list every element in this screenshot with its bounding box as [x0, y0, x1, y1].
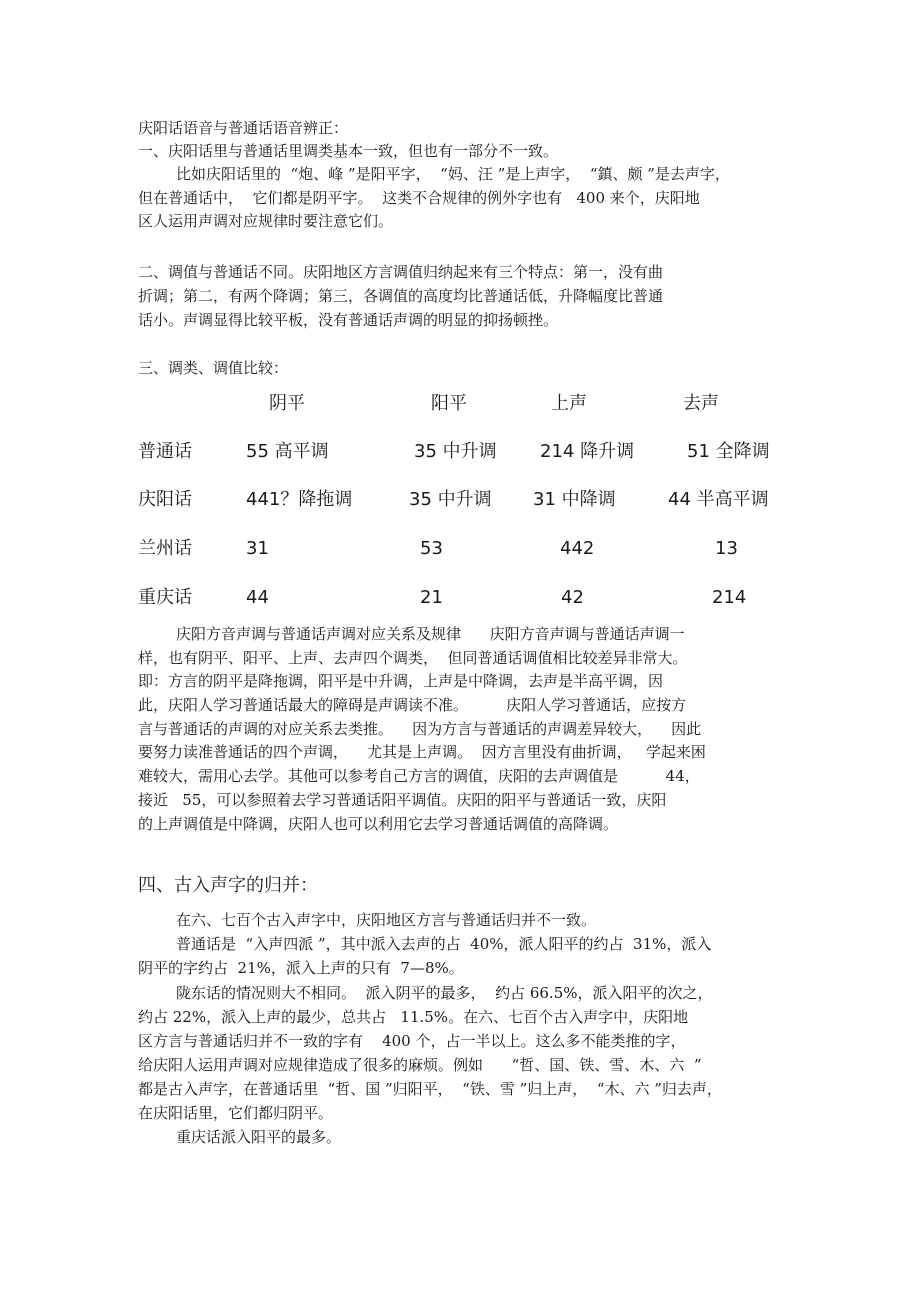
- section-4-heading: 四、古入声字的归并：: [138, 875, 318, 896]
- section-3-paragraph-line: 样，也有阴平、阳平、上声、去声四个调类， 但同普通话调值相比较差异非常大。: [138, 649, 688, 667]
- table-cell: 214: [712, 587, 747, 608]
- table-cell: 21: [420, 587, 443, 608]
- section-4-line: 在六、七百个古入声字中，庆阳地区方言与普通话归并不一致。: [176, 911, 597, 929]
- section-2-line: 二、调值与普通话不同。庆阳地区方言调值归纳起来有三个特点：第一，没有曲: [138, 263, 664, 281]
- section-3-paragraph-line: 难较大，需用心去学。其他可以参考自己方言的调值，庆阳的去声调值是 44，: [138, 767, 700, 785]
- table-cell: 44: [246, 587, 269, 608]
- section-3-paragraph-line: 庆阳方音声调与普通话声调对应关系及规律 庆阳方音声调与普通话声调一: [176, 625, 685, 643]
- table-cell: 442: [560, 538, 595, 559]
- section-1-line: 但在普通话中， 它们都是阴平字。 这类不合规律的例外字也有 400 来个，庆阳地: [138, 189, 700, 207]
- table-row-label: 庆阳话: [138, 489, 192, 510]
- table-header: 阴平: [269, 393, 305, 414]
- section-3-paragraph-line: 此，庆阳人学习普通话最大的障碍是声调读不准。 庆阳人学习普通话，应按方: [138, 696, 687, 714]
- table-row-label: 兰州话: [138, 538, 192, 559]
- section-4-line: 约占 22%，派入上声的最少，总共占 11.5%。在六、七百个古入声字中，庆阳地: [138, 1008, 689, 1026]
- section-2-line: 话小。声调显得比较平板，没有普通话声调的明显的抑扬顿挫。: [138, 311, 559, 329]
- table-cell: 53: [420, 538, 443, 559]
- table-cell: 31: [246, 538, 269, 559]
- section-4-line: 阴平的字约占 21%，派入上声的只有 7—8%。: [138, 959, 464, 977]
- section-4-line: 重庆话派入阳平的最多。: [176, 1128, 342, 1146]
- section-4-line: 区方言与普通话归并不一致的字有 400 个，占一半以上。这么多不能类推的字，: [138, 1032, 686, 1050]
- table-cell: 55 高平调: [246, 441, 329, 462]
- table-cell: 44 半高平调: [668, 489, 769, 510]
- table-cell: 35 中升调: [409, 489, 492, 510]
- table-header: 去声: [683, 393, 719, 414]
- section-1-line: 比如庆阳话里的 “炮、峰 ”是阳平字， “妈、汪 ”是上声字， “鎮、颇 ”是去声字，: [176, 165, 730, 183]
- table-cell: 51 全降调: [687, 441, 770, 462]
- table-cell: 31 中降调: [533, 489, 616, 510]
- section-3-paragraph-line: 言与普通话的声调的对应关系去类推。 因为方言与普通话的声调差异较大， 因此: [138, 720, 702, 738]
- table-header: 上声: [551, 393, 587, 414]
- table-cell: 441？降拖调: [246, 489, 353, 510]
- table-row-label: 普通话: [138, 441, 192, 462]
- section-3-paragraph-line: 即：方言的阴平是降拖调，阳平是中升调，上声是中降调，去声是半高平调，因: [138, 672, 664, 690]
- section-4-line: 陇东话的情况则大不相同。 派入阴平的最多， 约占 66.5%，派入阳平的次之，: [176, 984, 713, 1002]
- section-4-line: 给庆阳人运用声调对应规律造成了很多的麻烦。例如 “哲、国、铁、雪、木、六 ”: [138, 1056, 702, 1074]
- section-2-line: 折调；第二，有两个降调；第三，各调值的高度均比普通话低，升降幅度比普通: [138, 287, 664, 305]
- section-1-line: 区人运用声调对应规律时要注意它们。: [138, 212, 394, 230]
- table-cell: 13: [715, 538, 738, 559]
- section-4-line: 都是古入声字，在普通话里 “哲、国 ”归阳平， “铁、雪 ”归上声， “木、六 ”归去声，: [138, 1080, 722, 1098]
- section-3-paragraph-line: 的上声调值是中降调，庆阳人也可以利用它去学习普通话调值的高降调。: [138, 815, 619, 833]
- section-3-paragraph-line: 要努力读准普通话的四个声调， 尤其是上声调。 因方言里没有曲折调， 学起来困: [138, 743, 706, 761]
- section-3-heading: 三、调类、调值比较：: [138, 359, 289, 377]
- table-cell: 42: [561, 587, 584, 608]
- section-3-paragraph-line: 接近 55，可以参照着去学习普通话阳平调值。庆阳的阳平与普通话一致，庆阳: [138, 791, 667, 809]
- table-row-label: 重庆话: [138, 587, 192, 608]
- table-cell: 35 中升调: [414, 441, 497, 462]
- table-header: 阳平: [431, 393, 467, 414]
- table-cell: 214 降升调: [540, 441, 635, 462]
- section-4-line: 普通话是 “入声四派 ”，其中派入去声的占 40%，派人阳平的约占 31%，派入: [176, 935, 712, 953]
- section-4-line: 在庆阳话里，它们都归阴平。: [138, 1104, 334, 1122]
- section-1-heading: 一、庆阳话里与普通话里调类基本一致，但也有一部分不一致。: [138, 142, 559, 160]
- doc-title: 庆阳话语音与普通话语音辨正：: [138, 119, 349, 137]
